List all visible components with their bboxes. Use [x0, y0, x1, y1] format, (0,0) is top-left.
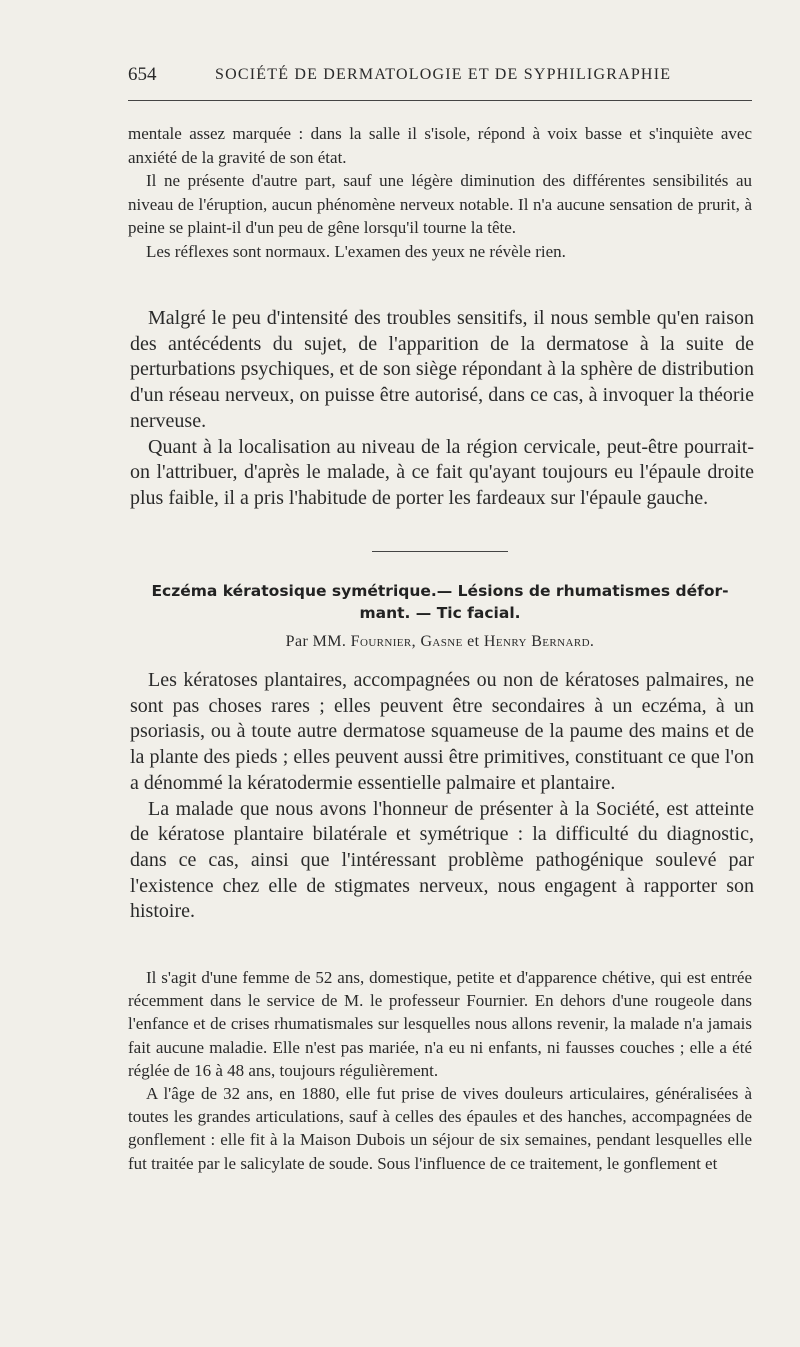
authors-conjunction: et — [467, 633, 480, 650]
paragraph: Quant à la localisation au niveau de la région cervicale, peut-être pourrait-on l'attribuer, d'après le malade, à ce fait qu'ayant toujours eu l'épaule droite plus faible, il a pris l'habitude de porter les fardeaux sur l'épaule gauche. — [130, 435, 754, 509]
article-title-line: mant. — Tic facial. — [359, 604, 521, 622]
paragraph: A l'âge de 32 ans, en 1880, elle fut prise de vives douleurs articulaires, généralisées à toutes les grandes articulations, sauf à celles des épaules et des hanches, accompagnées de gonflement : elle fit à la Maison Dubois un séjour de six semaines, pendant lesquelles elle fut traitée par le salicylate de soude. Sous l'influence de ce traitement, le gonflement et — [128, 1084, 752, 1173]
header-rule — [128, 100, 752, 101]
paragraph: Il ne présente d'autre part, sauf une légère diminution des différentes sensibilités au niveau de l'éruption, aucun phénomène nerveux notable. Il n'a aucune sensation de prurit, à peine se plaint-il d'un peu de gêne lorsqu'il tourne la tête. — [128, 171, 752, 237]
running-header — [128, 64, 752, 92]
paragraph: La malade que nous avons l'honneur de présenter à la Société, est atteinte de kératose plantaire bilatérale et symétrique : la difficulté du diagnostic, dans ce cas, ainsi que l'intéressant problème pathogénique soulevé par l'existence chez elle de stigmates nerveux, nous engagent à rapporter son histoire. — [130, 797, 754, 923]
article-title-line: Eczéma kératosique symétrique.— Lésions de rhumatismes défor- — [151, 582, 729, 600]
paragraph: Les kératoses plantaires, accompagnées ou non de kératoses palmaires, ne sont pas choses rares ; elles peuvent être secondaires à un eczéma, à un psoriasis, ou à toute autre dermatose squameuse de la paume des mains et de la plante des pieds ; elles peuvent aussi être primitives, constituant ce que l'on a dénommé la kératodermie essentielle palmaire et plantaire. — [130, 669, 754, 794]
author-name: Fournier, — [350, 633, 417, 650]
paragraph: mentale assez marquée : dans la salle il s'isole, répond à voix basse et s'inquiète avec anxiété de la gravité de son état. — [128, 124, 752, 167]
observation-continued — [128, 122, 752, 263]
author-name: Gasne — [420, 633, 463, 650]
author-name: Henry Bernard. — [483, 633, 595, 650]
case-report — [128, 966, 752, 1175]
article-title — [128, 580, 752, 624]
discussion — [130, 306, 754, 512]
paragraph: Malgré le peu d'intensité des troubles sensitifs, il nous semble qu'en raison des antécédents du sujet, de l'apparition de la dermatose à la suite de perturbations psychiques, et de son siège répondant à la sphère de distribution d'un réseau nerveux, on puisse être autorisé, dans ce cas, à invoquer la théorie nerveuse. — [130, 307, 754, 432]
paragraph: Les réflexes sont normaux. L'examen des yeux ne révèle rien. — [146, 241, 566, 261]
article-authors — [128, 633, 752, 651]
section-divider — [372, 551, 508, 552]
authors-prefix: Par MM. — [285, 633, 347, 650]
page-number: 654 — [128, 64, 157, 85]
article-introduction — [130, 668, 754, 925]
running-title: SOCIÉTÉ DE DERMATOLOGIE ET DE SYPHILIGRAPHIE — [215, 66, 672, 83]
paragraph: Il s'agit d'une femme de 52 ans, domestique, petite et d'apparence chétive, qui est entrée récemment dans le service de M. le professeur Fournier. En dehors d'une rougeole dans l'enfance et de crises rhumatismales sur lesquelles nous allons revenir, la malade n'a jamais fait aucune maladie. Elle n'est pas mariée, n'a eu ni enfants, ni fausses couches ; elle a été réglée de 16 à 48 ans, toujours régulièrement. — [128, 968, 752, 1080]
